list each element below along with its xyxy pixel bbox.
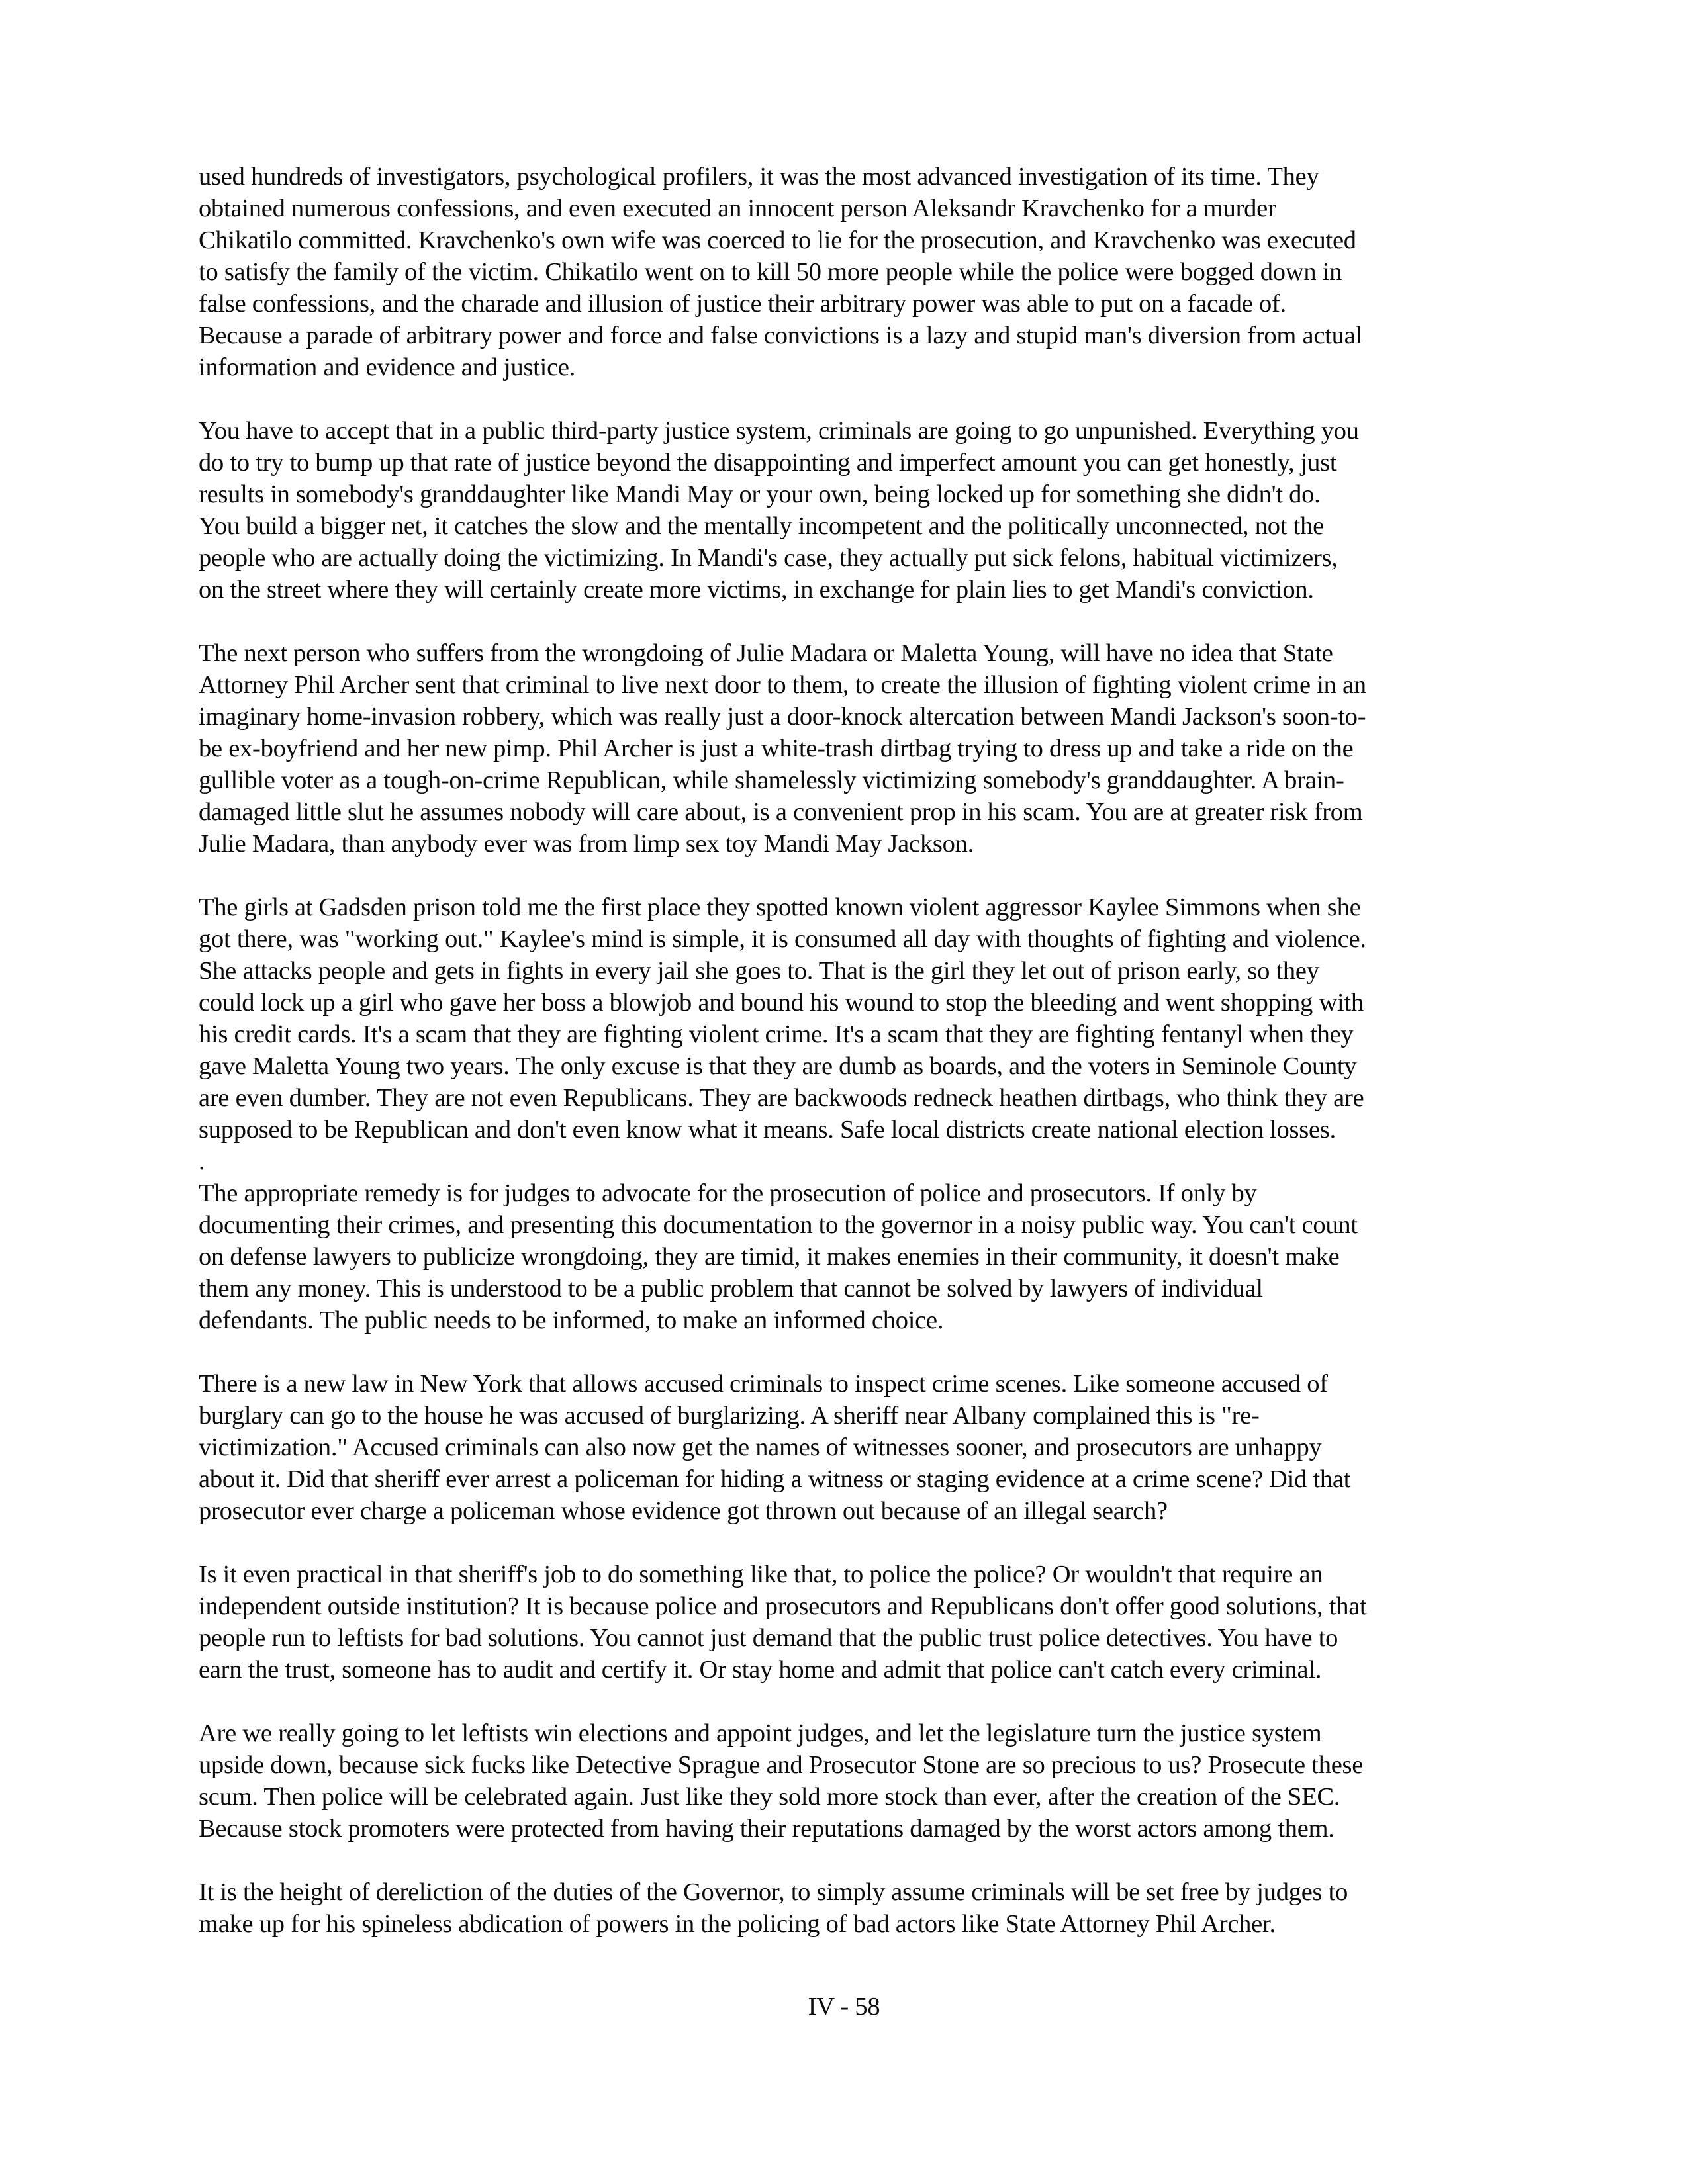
page-number: IV - 58 bbox=[808, 1993, 880, 2021]
text-line: could lock up a girl who gave her boss a blowjob and bound his wound to stop the bleeding and went shopping with bbox=[199, 989, 1364, 1017]
text-line: victimization." Accused criminals can also now get the names of witnesses sooner, and prosecutors are unhappy bbox=[199, 1433, 1322, 1461]
text-line: about it. Did that sheriff ever arrest a policeman for hiding a witness or staging evidence at a crime scene? Did that bbox=[199, 1465, 1351, 1493]
text-line: Are we really going to let leftists win elections and appoint judges, and let the legislature turn the justice system bbox=[199, 1719, 1322, 1747]
paragraph-1 bbox=[199, 161, 1496, 383]
text-line: prosecutor ever charge a policeman whose evidence got thrown out because of an illegal search? bbox=[199, 1497, 1168, 1525]
text-line: She attacks people and gets in fights in every jail she goes to. That is the girl they let out of prison early, so they bbox=[199, 957, 1319, 985]
text-line: earn the trust, someone has to audit and certify it. Or stay home and admit that police can't catch every criminal. bbox=[199, 1656, 1322, 1684]
text-line: got there, was "working out." Kaylee's mind is simple, it is consumed all day with thoughts of fighting and violence. bbox=[199, 925, 1366, 953]
text-line: scum. Then police will be celebrated again. Just like they sold more stock than ever, after the creation of the SEC. bbox=[199, 1783, 1340, 1811]
text-line: independent outside institution? It is because police and prosecutors and Republicans don't offer good solutions, that bbox=[199, 1592, 1367, 1620]
text-line: documenting their crimes, and presenting this documentation to the governor in a noisy public way. You can't count bbox=[199, 1211, 1358, 1239]
text-line: The next person who suffers from the wrongdoing of Julie Madara or Maletta Young, will have no idea that State bbox=[199, 639, 1333, 667]
text-line: supposed to be Republican and don't even know what it means. Safe local districts create national election losses. bbox=[199, 1116, 1336, 1144]
text-line: make up for his spineless abdication of powers in the policing of bad actors like State Attorney Phil Archer. bbox=[199, 1910, 1276, 1938]
text-line: results in somebody's granddaughter like Mandi May or your own, being locked up for something she didn't do. bbox=[199, 480, 1321, 508]
text-line: false confessions, and the charade and illusion of justice their arbitrary power was able to put on a facade of. bbox=[199, 290, 1286, 318]
paragraph-6 bbox=[199, 1368, 1496, 1527]
text-line: gave Maletta Young two years. The only excuse is that they are dumb as boards, and the voters in Seminole County bbox=[199, 1052, 1357, 1080]
paragraph-9 bbox=[199, 1876, 1496, 1940]
paragraph-8 bbox=[199, 1717, 1496, 1844]
text-line: You build a bigger net, it catches the slow and the mentally incompetent and the politically unconnected, not the bbox=[199, 512, 1324, 540]
paragraph-dot bbox=[199, 1146, 1496, 1177]
text-line: You have to accept that in a public third-party justice system, criminals are going to go unpunished. Everything you bbox=[199, 417, 1359, 445]
text-line: imaginary home-invasion robbery, which was really just a door-knock altercation between Mandi Jackson's soon-to- bbox=[199, 703, 1366, 731]
text-line: gullible voter as a tough-on-crime Republican, while shamelessly victimizing somebody's granddaughter. A brain- bbox=[199, 766, 1344, 794]
text-line: The girls at Gadsden prison told me the first place they spotted known violent aggressor Kaylee Simmons when she bbox=[199, 893, 1361, 921]
text-line: to satisfy the family of the victim. Chikatilo went on to kill 50 more people while the police were bogged down in bbox=[199, 258, 1342, 286]
text-line: be ex-boyfriend and her new pimp. Phil Archer is just a white-trash dirtbag trying to dress up and take a ride on the bbox=[199, 735, 1354, 762]
text-line: people who are actually doing the victimizing. In Mandi's case, they actually put sick felons, habitual victimizers, bbox=[199, 544, 1338, 572]
text-line: information and evidence and justice. bbox=[199, 353, 576, 381]
paragraph-3 bbox=[199, 637, 1496, 860]
text-line: burglary can go to the house he was accused of burglarizing. A sheriff near Albany complained this is "re- bbox=[199, 1402, 1260, 1430]
text-line: Julie Madara, than anybody ever was from limp sex toy Mandi May Jackson. bbox=[199, 830, 974, 858]
paragraph-5 bbox=[199, 1177, 1496, 1336]
text-line: Attorney Phil Archer sent that criminal to live next door to them, to create the illusion of fighting violent crime in an bbox=[199, 671, 1366, 699]
text-line: them any money. This is understood to be a public problem that cannot be solved by lawyers of individual bbox=[199, 1275, 1263, 1302]
text-line: upside down, because sick fucks like Detective Sprague and Prosecutor Stone are so precious to us? Prosecute these bbox=[199, 1751, 1364, 1779]
text-line: damaged little slut he assumes nobody will care about, is a convenient prop in his scam. You are at greater risk from bbox=[199, 798, 1363, 826]
text-line: The appropriate remedy is for judges to advocate for the prosecution of police and prosecutors. If only by bbox=[199, 1179, 1257, 1207]
text-line: Chikatilo committed. Kravchenko's own wife was coerced to lie for the prosecution, and Kravchenko was executed bbox=[199, 226, 1356, 254]
paragraph-7 bbox=[199, 1559, 1496, 1686]
text-line: people run to leftists for bad solutions. You cannot just demand that the public trust police detectives. You have to bbox=[199, 1624, 1338, 1652]
text-line: Is it even practical in that sheriff's job to do something like that, to police the police? Or wouldn't that require an bbox=[199, 1561, 1323, 1588]
text-line: . bbox=[199, 1148, 205, 1175]
text-line: It is the height of dereliction of the duties of the Governor, to simply assume criminals will be set free by judges to bbox=[199, 1878, 1348, 1906]
text-line: used hundreds of investigators, psychological profilers, it was the most advanced investigation of its time. They bbox=[199, 163, 1319, 191]
text-line: his credit cards. It's a scam that they are fighting violent crime. It's a scam that they are fighting fentanyl when they bbox=[199, 1021, 1354, 1048]
text-line: do to try to bump up that rate of justice beyond the disappointing and imperfect amount you can get honestly, just bbox=[199, 449, 1337, 477]
text-line: Because a parade of arbitrary power and force and false convictions is a lazy and stupid man's diversion from actual bbox=[199, 322, 1362, 349]
body-text bbox=[199, 161, 1496, 1940]
text-line: Because stock promoters were protected from having their reputations damaged by the worst actors among them. bbox=[199, 1815, 1335, 1843]
text-line: defendants. The public needs to be informed, to make an informed choice. bbox=[199, 1306, 944, 1334]
paragraph-4 bbox=[199, 891, 1496, 1146]
text-line: obtained numerous confessions, and even executed an innocent person Aleksandr Kravchenko for a murder bbox=[199, 195, 1276, 222]
text-line: on defense lawyers to publicize wrongdoing, they are timid, it makes enemies in their community, it doesn't make bbox=[199, 1243, 1340, 1271]
paragraph-2 bbox=[199, 415, 1496, 606]
text-line: on the street where they will certainly create more victims, in exchange for plain lies to get Mandi's conviction. bbox=[199, 576, 1314, 604]
text-line: are even dumber. They are not even Republicans. They are backwoods redneck heathen dirtbags, who think they are bbox=[199, 1084, 1364, 1112]
text-line: There is a new law in New York that allows accused criminals to inspect crime scenes. Like someone accused of bbox=[199, 1370, 1328, 1398]
